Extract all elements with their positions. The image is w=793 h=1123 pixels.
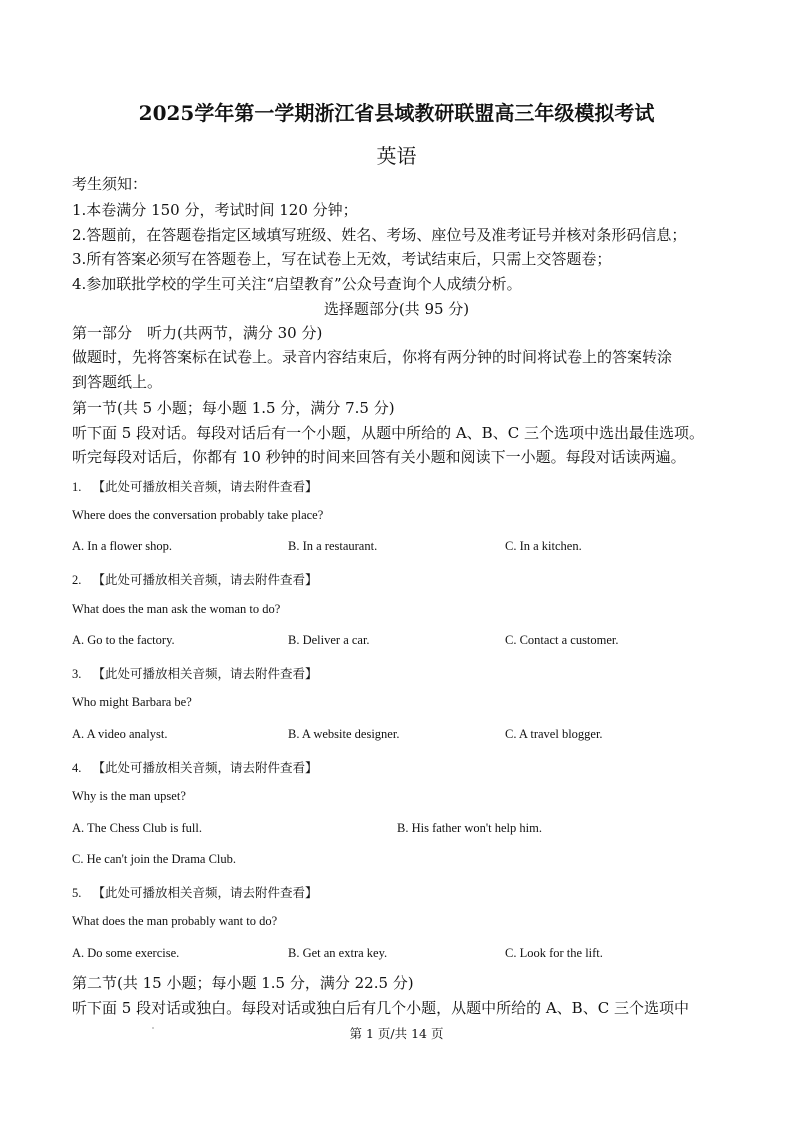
question-number: 3. [72, 667, 82, 681]
question-2 [72, 570, 318, 588]
audio-link[interactable]: 【此处可播放相关音频，请去附件查看】 [92, 572, 318, 587]
audio-link[interactable]: 【此处可播放相关音频，请去附件查看】 [92, 885, 318, 900]
section-heading: 选择题部分(共 95 分) [323, 300, 470, 318]
audio-link[interactable]: 【此处可播放相关音频，请去附件查看】 [92, 479, 318, 494]
question-3-option-c[interactable]: C. A travel blogger. [505, 727, 603, 741]
notice-item-3: 3.所有答案必须写在答题卷上，写在试卷上无效，考试结束后，只需上交答题卷； [72, 250, 612, 268]
question-number: 2. [72, 573, 82, 587]
question-5-text: What does the man probably want to do? [72, 914, 278, 928]
question-1-option-b[interactable]: B. In a restaurant. [288, 539, 378, 553]
audio-link[interactable]: 【此处可播放相关音频，请去附件查看】 [92, 666, 318, 681]
question-5-option-c[interactable]: C. Look for the lift. [505, 946, 603, 960]
notice-item-4: 4.参加联批学校的学生可关注“启望教育”公众号查询个人成绩分析。 [72, 275, 522, 293]
question-2-text: What does the man ask the woman to do? [72, 602, 281, 616]
question-2-option-c[interactable]: C. Contact a customer. [505, 633, 619, 647]
section1-heading: 第一节(共 5 小题；每小题 1.5 分，满分 7.5 分) [72, 399, 395, 417]
subject-title: 英语 [376, 144, 417, 168]
section2-instruction-1: 听下面 5 段对话或独白。每段对话或独白后有几个小题，从题中所给的 A、B、C 三个选项中 [72, 999, 689, 1017]
question-number: 1. [72, 480, 82, 494]
question-5-option-b[interactable]: B. Get an extra key. [288, 946, 388, 960]
exam-title: 2025学年第一学期浙江省县域教研联盟高三年级模拟考试 [138, 101, 655, 125]
question-4-option-a[interactable]: A. The Chess Club is full. [72, 821, 202, 835]
part1-instruction-1: 做题时，先将答案标在试卷上。录音内容结束后，你将有两分钟的时间将试卷上的答案转涂 [72, 348, 673, 366]
notice-heading: 考生须知： [72, 175, 148, 193]
part1-instruction-2: 到答题纸上。 [72, 373, 163, 391]
question-5-option-a[interactable]: A. Do some exercise. [72, 946, 180, 960]
question-3 [72, 664, 318, 682]
audio-link[interactable]: 【此处可播放相关音频，请去附件查看】 [92, 760, 318, 775]
section1-instruction-2: 听完每段对话后，你都有 10 秒钟的时间来回答有关小题和阅读下一小题。每段对话读两遍。 [72, 448, 686, 466]
question-4-text: Why is the man upset? [72, 789, 186, 803]
question-1-text: Where does the conversation probably take place? [72, 508, 324, 522]
question-1-option-a[interactable]: A. In a flower shop. [72, 539, 172, 553]
section1-instruction-1: 听下面 5 段对话。每段对话后有一个小题，从题中所给的 A、B、C 三个选项中选出最佳选项。 [72, 424, 704, 442]
section2-heading: 第二节(共 15 小题；每小题 1.5 分，满分 22.5 分) [72, 974, 414, 992]
question-4-option-c[interactable]: C. He can't join the Drama Club. [72, 852, 237, 866]
part1-heading: 第一部分 听力(共两节，满分 30 分) [72, 324, 323, 342]
question-4 [72, 758, 318, 776]
page-footer: 第 1 页/共 14 页 [349, 1026, 444, 1041]
question-2-option-b[interactable]: B. Deliver a car. [288, 633, 370, 647]
notice-item-2: 2.答题前，在答题卷指定区域填写班级、姓名、考场、座位号及准考证号并核对条形码信息； [72, 226, 687, 244]
question-3-option-b[interactable]: B. A website designer. [288, 727, 400, 741]
question-1 [72, 477, 318, 495]
question-5 [72, 883, 318, 901]
question-number: 5. [72, 886, 82, 900]
question-4-option-b[interactable]: B. His father won't help him. [397, 821, 542, 835]
question-number: 4. [72, 761, 82, 775]
question-3-text: Who might Barbara be? [72, 695, 192, 709]
notice-item-1: 1.本卷满分 150 分，考试时间 120 分钟； [72, 201, 358, 219]
question-1-option-c[interactable]: C. In a kitchen. [505, 539, 582, 553]
question-3-option-a[interactable]: A. A video analyst. [72, 727, 168, 741]
question-2-option-a[interactable]: A. Go to the factory. [72, 633, 175, 647]
